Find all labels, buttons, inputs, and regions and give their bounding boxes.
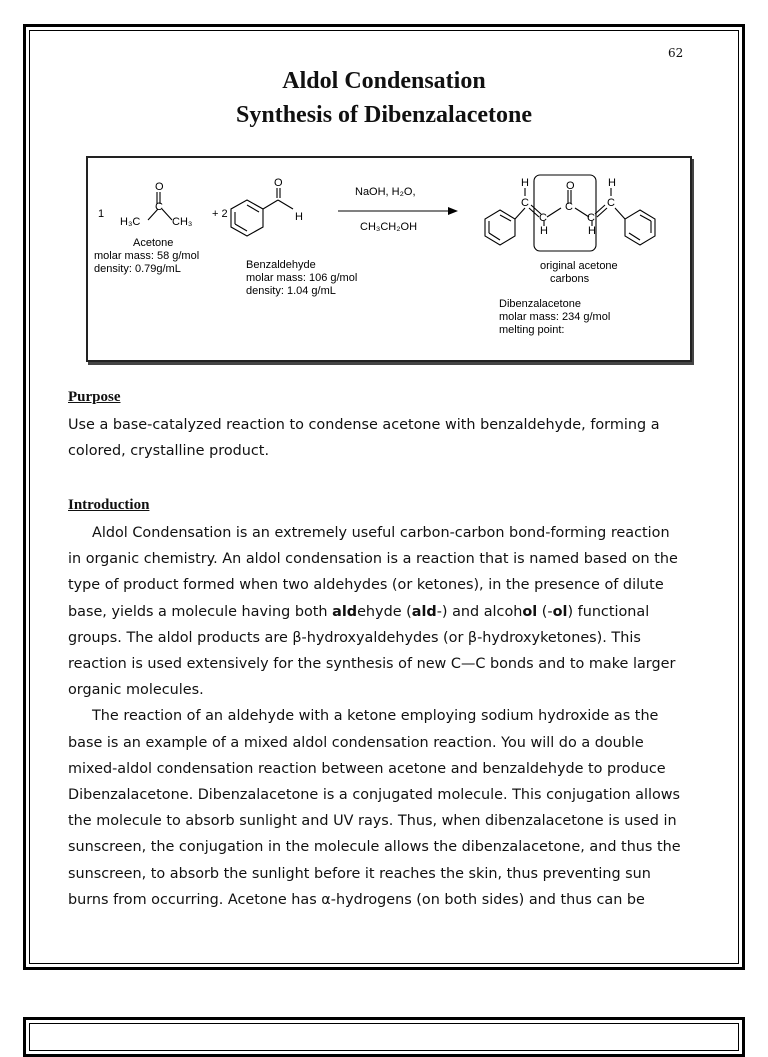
product-h-label-2: H	[540, 225, 548, 237]
intro-p1-line-6: reaction is used extensively for the synthesis of new C—C bonds and to make larger	[68, 656, 676, 673]
acetone-density: density: 0.79g/mL	[94, 263, 181, 275]
benzaldehyde-bond-aldehyde	[263, 200, 278, 209]
intro-p2-line-4: Dibenzalacetone. Dibenzalacetone is a conjugated molecule. This conjugation allows	[68, 787, 681, 804]
product-name: Dibenzalacetone	[499, 298, 581, 310]
intro-p2-line-5: the molecule to absorb sunlight and UV rays. Thus, when dibenzalacetone is used in	[68, 813, 677, 830]
benzaldehyde-bond-h	[278, 200, 293, 209]
product-bond-5a	[597, 208, 607, 217]
text-run: -) and alcoh	[436, 603, 523, 620]
product-h-label-4: H	[608, 177, 616, 189]
product-bond-6	[615, 208, 625, 219]
product-h-label-3: H	[588, 225, 596, 237]
introduction-text	[68, 520, 708, 913]
acetone-bond-right	[162, 209, 172, 220]
intro-p2-line-3: mixed-aldol condensation reaction between acetone and benzaldehyde to produce	[68, 760, 666, 777]
page-number: 62	[668, 46, 684, 60]
product-c-label-1: C	[521, 197, 529, 209]
intro-p1-line-5: groups. The aldol products are β-hydroxyaldehydes (or β-hydroxyketones). This	[68, 629, 641, 646]
product-c-label-2: C	[539, 212, 547, 224]
reagents-top: NaOH, H₂O,	[355, 186, 416, 198]
intro-p1-line-7: organic molecules.	[68, 682, 204, 699]
bold-run: ald	[411, 603, 437, 620]
purpose-line-1: Use a base-catalyzed reaction to condense acetone with benzaldehyde, forming a	[68, 417, 660, 433]
benzaldehyde-name: Benzaldehyde	[246, 259, 316, 271]
next-page-frame	[23, 1017, 745, 1057]
intro-p2-line-7: sunscreen, to absorb the sunlight before it reaches the skin, thus preventing sun	[68, 865, 651, 882]
intro-p2-line-2: base is an example of a mixed aldol condensation reaction. You will do a double	[68, 734, 644, 751]
acetone-c-label: C	[155, 201, 163, 213]
product-bond-1	[515, 208, 525, 219]
acetone-h3c-label: H₃C	[120, 216, 141, 228]
benzaldehyde-o-label: O	[274, 177, 283, 189]
benzaldehyde-molar-mass: molar mass: 106 g/mol	[246, 272, 358, 284]
product-melting-point: melting point:	[499, 324, 565, 336]
acetone-ch3-label: CH₃	[172, 216, 193, 228]
intro-p2-line-1: The reaction of an aldehyde with a ketone employing sodium hydroxide as the	[92, 708, 659, 725]
benzaldehyde-h-label: H	[295, 211, 303, 223]
purpose-heading: Purpose	[68, 389, 121, 405]
product-c-label-5: C	[607, 197, 615, 209]
intro-p1-line-2: in organic chemistry. An aldol condensation is a reaction that is named based on the	[68, 551, 678, 568]
product-h-label-1: H	[521, 177, 529, 189]
intro-p2-line-6: sunscreen, the conjugation in the molecule allows the dibenzalacetone, and thus the	[68, 839, 681, 856]
product-c-label-3: C	[565, 201, 573, 213]
reagents-bottom: CH₃CH₂OH	[360, 221, 418, 233]
intro-p1-line-1: Aldol Condensation is an extremely useful carbon-carbon bond-forming reaction	[92, 525, 670, 541]
reaction-scheme	[86, 156, 692, 362]
purpose-line-2: colored, crystalline product.	[68, 443, 270, 460]
next-page-frame-inner	[29, 1023, 739, 1051]
product-bond-3	[547, 208, 561, 217]
bold-run: ald	[332, 603, 358, 620]
page-subtitle: Synthesis of Dibenzalacetone	[236, 102, 532, 128]
page-title: Aldol Condensation	[282, 68, 486, 94]
acetone-o-label: O	[155, 181, 164, 193]
purpose-text	[68, 412, 708, 464]
intro-p1-line-4	[68, 599, 708, 625]
bold-run: ol	[522, 603, 538, 620]
bold-run: ol	[552, 603, 568, 620]
product-c-label-4: C	[587, 212, 595, 224]
acetone-name: Acetone	[133, 237, 174, 249]
introduction-heading: Introduction	[68, 497, 150, 513]
benzaldehyde-coefficient: + 2	[212, 208, 228, 220]
product-molar-mass: molar mass: 234 g/mol	[499, 311, 611, 323]
acetone-coefficient: 1	[98, 208, 105, 220]
reaction-arrowhead	[448, 207, 458, 215]
acetone-molar-mass: molar mass: 58 g/mol	[94, 250, 200, 262]
reaction-scheme-drawing	[88, 158, 690, 360]
product-o-label: O	[566, 180, 575, 192]
benzaldehyde-density: density: 1.04 g/mL	[246, 285, 336, 297]
annotation-line-2: carbons	[550, 273, 590, 285]
intro-p2-line-8: burns from occurring. Acetone has α-hydrogens (on both sides) and thus can be	[68, 891, 645, 908]
annotation-line-1: original acetone	[540, 260, 618, 272]
text-run: (-	[537, 603, 553, 620]
intro-p1-line-3: type of product formed when two aldehydes (or ketones), in the presence of dilute	[68, 577, 664, 594]
text-run: base, yields a molecule having both	[68, 603, 333, 620]
text-run: ehyde (	[357, 603, 412, 620]
text-run: ) functional	[567, 603, 650, 620]
